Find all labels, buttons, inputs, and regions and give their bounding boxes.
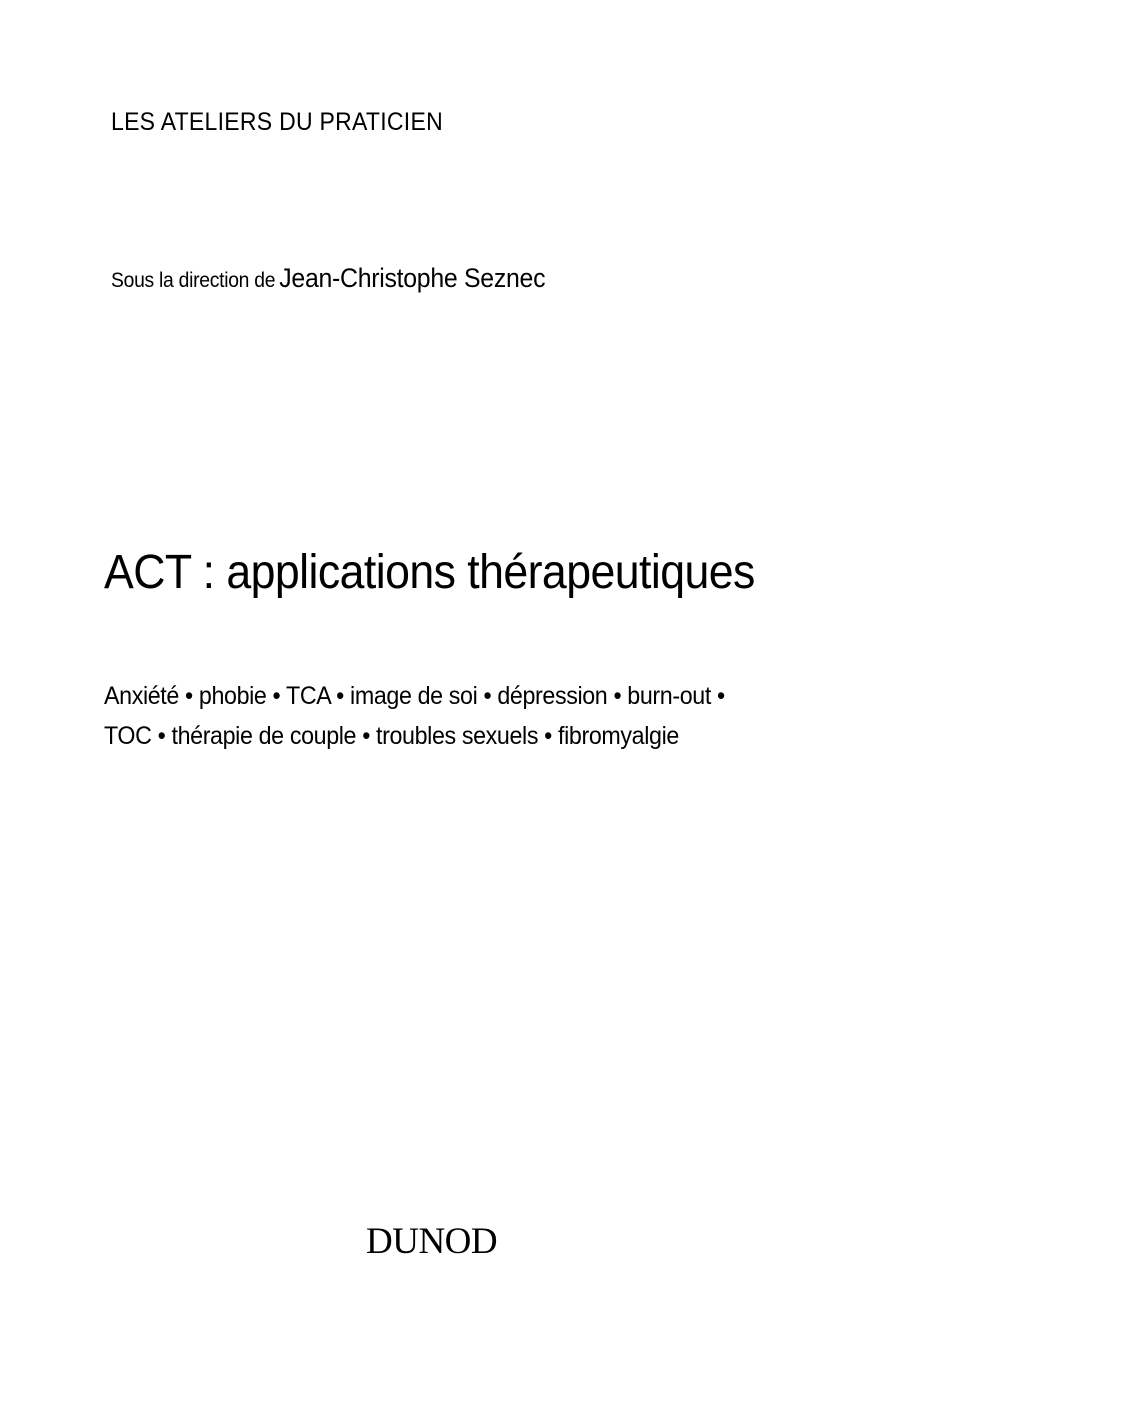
editor-credit	[111, 263, 545, 294]
editor-prefix: Sous la direction de	[111, 269, 276, 292]
series-title: LES ATELIERS DU PRATICIEN	[111, 108, 443, 136]
publisher-logo: DUNOD	[366, 1221, 498, 1262]
subtitle-line-2: TOC • thérapie de couple • troubles sexuels • fibromyalgie	[104, 722, 679, 750]
editor-name: Jean-Christophe Seznec	[279, 263, 546, 293]
book-subtitle	[104, 676, 725, 756]
subtitle-line-1: Anxiété • phobie • TCA • image de soi • dépression • burn-out •	[104, 682, 725, 710]
book-title: ACT : applications thérapeutiques	[104, 546, 755, 599]
